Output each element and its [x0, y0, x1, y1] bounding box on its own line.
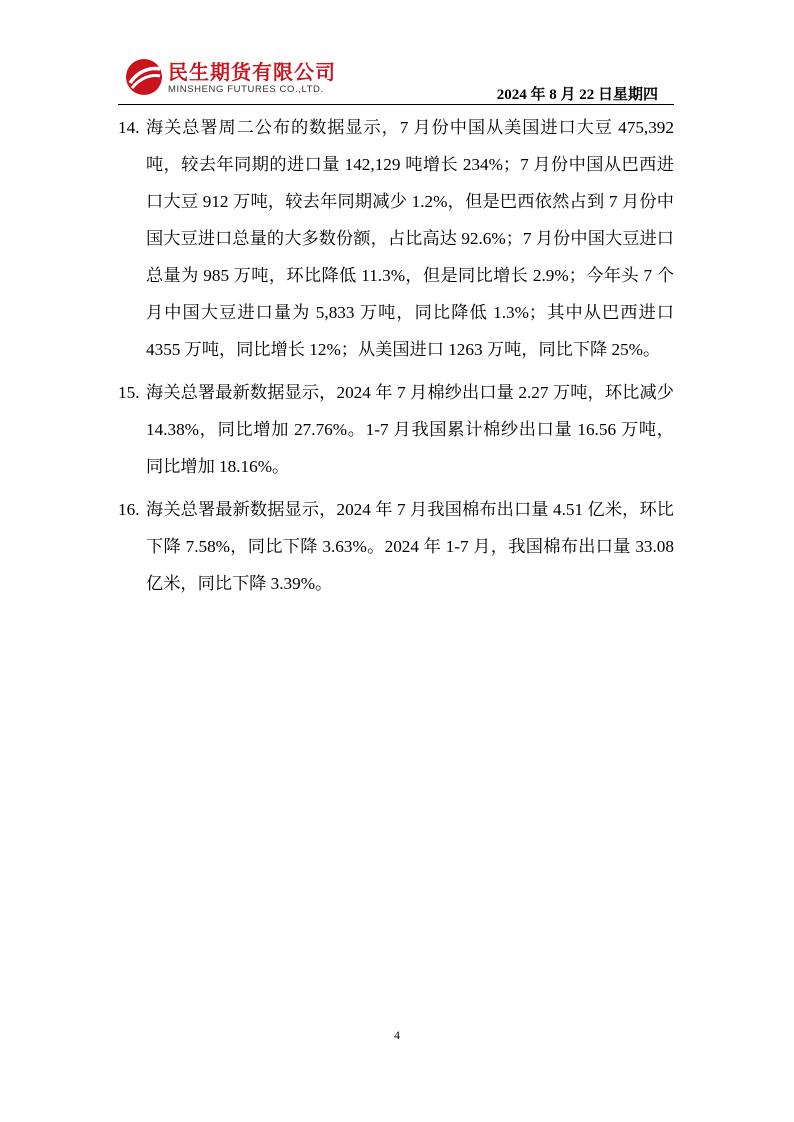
page-number: 4: [394, 1028, 400, 1042]
news-list: [118, 109, 674, 608]
item-text: 海关总署周二公布的数据显示，7 月份中国从美国进口大豆 475,392 吨，较去年同期的进口量 142,129 吨增长 234%；7 月份中国从巴西进口大豆 912 万吨，较去年同期减少 1.2%，但是巴西依然占到 7 月份中国大豆进口总量的大多数份额，占比高达 92.6%；7 月份中国大豆进口总量为 985 万吨，环比降低 11.3%，但是同比增长 2.9%；今年头 7 个月中国大豆进口量为 5,833 万吨，同比降低 1.3%；其中从巴西进口 4355 万吨，同比增长 12%；从美国进口 1263 万吨，同比下降 25%。: [146, 118, 674, 359]
item-text: 海关总署最新数据显示，2024 年 7 月我国棉布出口量 4.51 亿米，环比下降 7.58%，同比下降 3.63%。2024 年 1-7 月，我国棉布出口量 33.08 亿米，同比下降 3.39%。: [146, 500, 674, 593]
logo-english-name: MINSHENG FUTURES CO.,LTD.: [168, 84, 324, 95]
news-item: [118, 491, 674, 602]
company-logo: [118, 52, 368, 102]
minsheng-logo-icon: [124, 57, 164, 97]
news-item: [118, 374, 674, 485]
page-header: [118, 52, 674, 106]
item-text: 海关总署最新数据显示，2024 年 7 月棉纱出口量 2.27 万吨，环比减少 14.38%，同比增加 27.76%。1-7 月我国累计棉纱出口量 16.56 万吨，同比增加 18.16%。: [146, 383, 674, 476]
report-date: 2024 年 8 月 22 日星期四: [496, 87, 658, 103]
news-item: [118, 109, 674, 368]
header-divider: [118, 104, 674, 105]
item-number: 14.: [118, 118, 140, 137]
item-number: 16.: [118, 500, 140, 519]
logo-chinese-name: 民生期货有限公司: [168, 60, 336, 84]
item-number: 15.: [118, 383, 140, 402]
